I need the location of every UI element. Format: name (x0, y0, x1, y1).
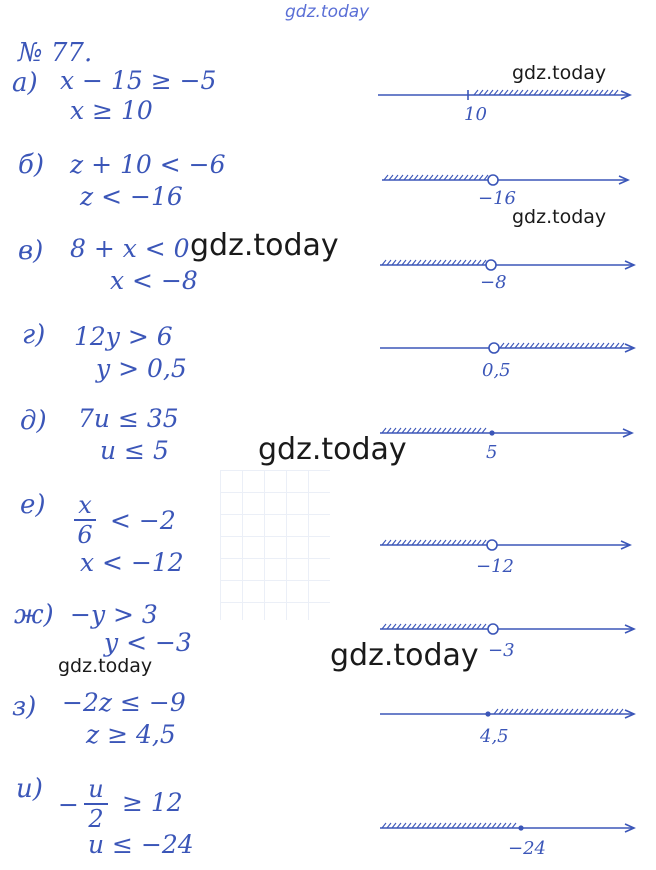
watermark: gdz.today (58, 655, 153, 677)
solution: x ≥ 10 (70, 96, 153, 125)
fraction-numerator: x (78, 491, 92, 519)
inequality: −2z ≤ −9 (62, 688, 186, 717)
watermark: gdz.today (512, 62, 607, 84)
inequality: x − 15 ≥ −5 (60, 66, 217, 95)
solution: y > 0,5 (96, 354, 187, 383)
inequality: 12y > 6 (74, 322, 173, 351)
solution: u ≤ 5 (100, 436, 169, 465)
number-line-label: 0,5 (482, 360, 511, 381)
solution: u ≤ −24 (88, 830, 194, 859)
solution: z < −16 (80, 182, 183, 211)
task-label: б) (18, 150, 45, 180)
task-label: г) (22, 320, 46, 350)
watermark: gdz.today (330, 638, 479, 673)
inequality: ≥ 12 (122, 788, 183, 817)
task-label: и) (16, 774, 43, 804)
open-point (489, 343, 499, 353)
exercise-heading: № 77. (18, 38, 93, 68)
inequality: z + 10 < −6 (70, 150, 226, 179)
watermark: gdz.today (190, 228, 339, 263)
open-point (487, 540, 497, 550)
number-line-label: 4,5 (480, 726, 509, 747)
inequality: 8 + x < 0 (70, 234, 190, 263)
inequality: < −2 (110, 506, 176, 535)
number-line-label: 5 (486, 442, 498, 463)
inequality: −y > 3 (70, 600, 158, 629)
fraction-prefix: − (58, 790, 79, 819)
watermark: gdz.today (512, 206, 607, 228)
fraction-denominator: 6 (77, 521, 93, 549)
inequality: 7u ≤ 35 (78, 404, 179, 433)
solution: z ≥ 4,5 (86, 720, 176, 749)
closed-point (489, 430, 494, 435)
number-line-label: 10 (464, 104, 487, 125)
solution: y < −3 (104, 628, 192, 657)
open-point (488, 624, 498, 634)
task-label: а) (12, 68, 38, 98)
closed-point (485, 711, 490, 716)
number-line-label: −8 (480, 272, 507, 293)
number-line-label: −16 (478, 188, 516, 209)
number-line-label: −12 (476, 556, 514, 577)
number-line-label: −3 (488, 640, 515, 661)
task-label: е) (20, 490, 46, 520)
watermark-top: gdz.today (285, 2, 370, 22)
task-label: ж) (14, 600, 54, 630)
fraction-numerator: u (88, 775, 104, 803)
solution: x < −12 (80, 548, 184, 577)
watermark: gdz.today (258, 432, 407, 467)
task-label: в) (18, 236, 44, 266)
solution: x < −8 (110, 266, 198, 295)
open-point (488, 175, 498, 185)
number-line-label: −24 (508, 838, 546, 859)
fraction-denominator: 2 (88, 805, 104, 833)
open-point (486, 260, 496, 270)
task-label: д) (20, 406, 47, 436)
task-label: з) (12, 692, 37, 722)
closed-point (518, 825, 523, 830)
